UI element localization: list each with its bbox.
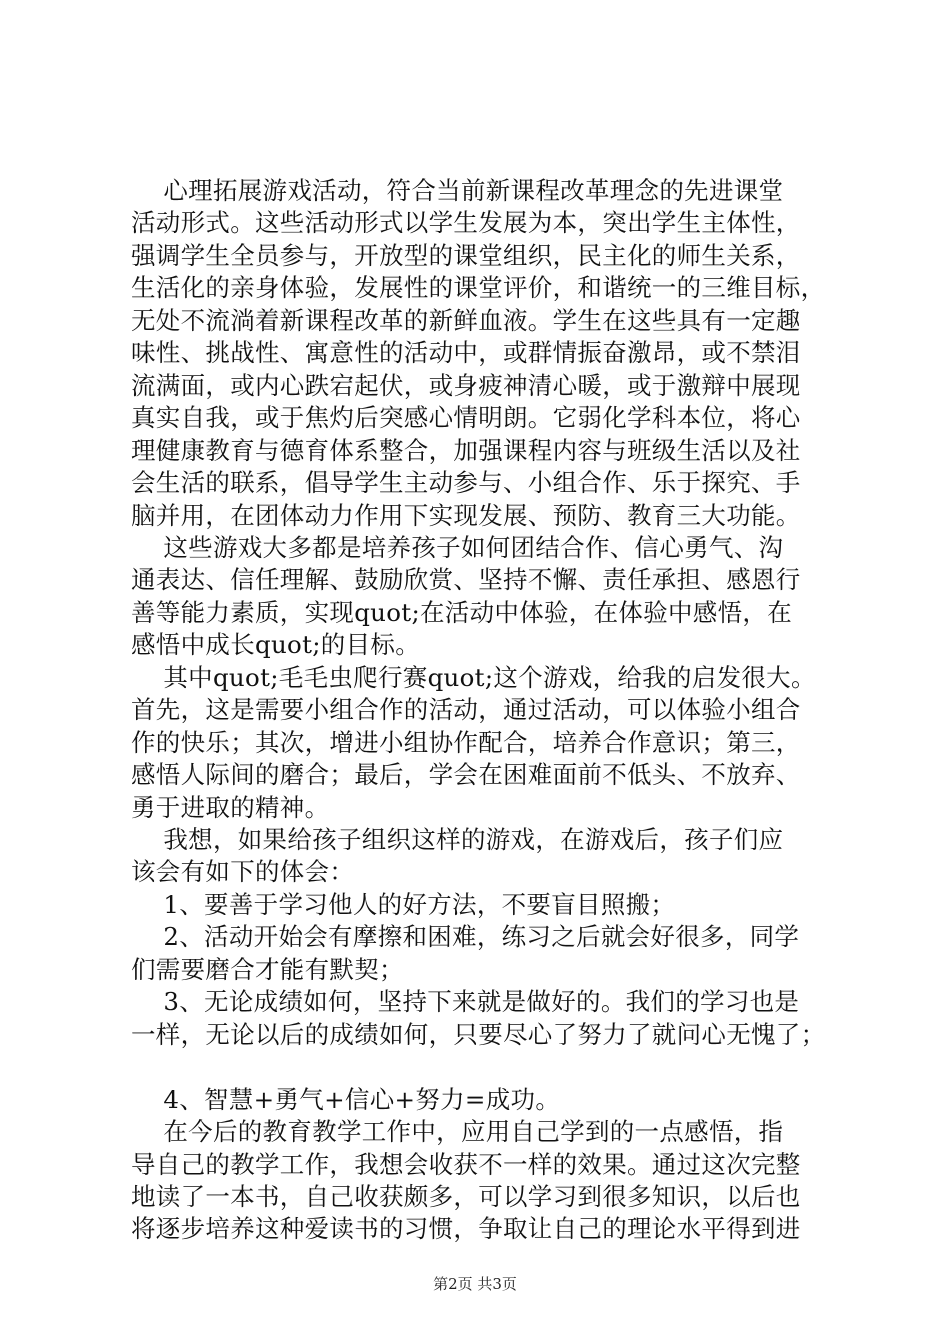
text-line: 其中quot;毛毛虫爬行赛quot;这个游戏，给我的启发很大。 <box>131 662 816 692</box>
text-line: 4、智慧+勇气+信心+努力=成功。 <box>131 1084 561 1114</box>
text-line: 们需要磨合才能有默契； <box>131 954 404 984</box>
text-line: 1、要善于学习他人的好方法，不要盲目照搬； <box>131 889 676 919</box>
text-line: 心理拓展游戏活动，符合当前新课程改革理念的先进课堂 <box>131 176 784 205</box>
text-line: 在今后的教育教学工作中，应用自己学到的一点感悟，指 <box>131 1117 784 1147</box>
text-line: 感悟中成长quot;的目标。 <box>131 630 421 660</box>
text-line: 导自己的教学工作，我想会收获不一样的效果。通过这次完整 <box>131 1149 801 1179</box>
text-line: 一样，无论以后的成绩如何，只要尽心了努力了就问心无愧了； <box>131 1019 826 1049</box>
text-line: 这些游戏大多都是培养孩子如何团结合作、信心勇气、沟 <box>131 532 784 562</box>
text-line: 会生活的联系，倡导学生主动参与、小组合作、乐于探究、手 <box>131 468 801 498</box>
text-line: 作的快乐；其次，增进小组协作配合，培养合作意识；第三， <box>131 727 801 757</box>
text-line: 流满面，或内心跌宕起伏，或身疲神清心暖，或于激辩中展现 <box>131 370 801 400</box>
page-footer: 第2页 共3页 <box>433 1275 517 1293</box>
text-line: 我想，如果给孩子组织这样的游戏，在游戏后，孩子们应 <box>131 825 784 854</box>
text-line: 真实自我，或于焦灼后突感心情明朗。它弱化学科本位，将心 <box>131 403 801 433</box>
text-line: 地读了一本书，自己收获颇多，可以学习到很多知识，以后也 <box>131 1181 801 1211</box>
text-line: 勇于进取的精神。 <box>131 792 330 822</box>
text-line: 2、活动开始会有摩擦和困难，练习之后就会好很多，同学 <box>131 922 800 952</box>
text-line: 3、无论成绩如何，坚持下来就是做好的。我们的学习也是 <box>131 987 800 1017</box>
text-line: 首先，这是需要小组合作的活动，通过活动，可以体验小组合 <box>131 695 801 725</box>
text-line: 通表达、信任理解、鼓励欣赏、坚持不懈、责任承担、感恩行 <box>131 565 801 595</box>
text-line: 将逐步培养这种爱读书的习惯，争取让自己的理论水平得到进 <box>131 1214 801 1244</box>
text-line: 无处不流淌着新课程改革的新鲜血液。学生在这些具有一定趣 <box>131 305 801 335</box>
text-line: 感悟人际间的磨合；最后，学会在困难面前不低头、不放弃、 <box>131 760 801 790</box>
text-line: 该会有如下的体会： <box>131 857 355 887</box>
text-line: 理健康教育与德育体系整合，加强课程内容与班级生活以及社 <box>131 435 801 465</box>
text-line: 味性、挑战性、寓意性的活动中，或群情振奋激昂，或不禁泪 <box>131 338 801 368</box>
text-line: 强调学生全员参与，开放型的课堂组织，民主化的师生关系， <box>131 240 801 270</box>
text-line: 善等能力素质，实现quot;在活动中体验，在体验中感悟，在 <box>131 597 793 627</box>
text-line: 脑并用，在团体动力作用下实现发展、预防、教育三大功能。 <box>131 500 801 530</box>
text-line: 活动形式。这些活动形式以学生发展为本，突出学生主体性， <box>131 208 801 238</box>
text-line: 生活化的亲身体验，发展性的课堂评价，和谐统一的三维目标， <box>131 273 826 303</box>
